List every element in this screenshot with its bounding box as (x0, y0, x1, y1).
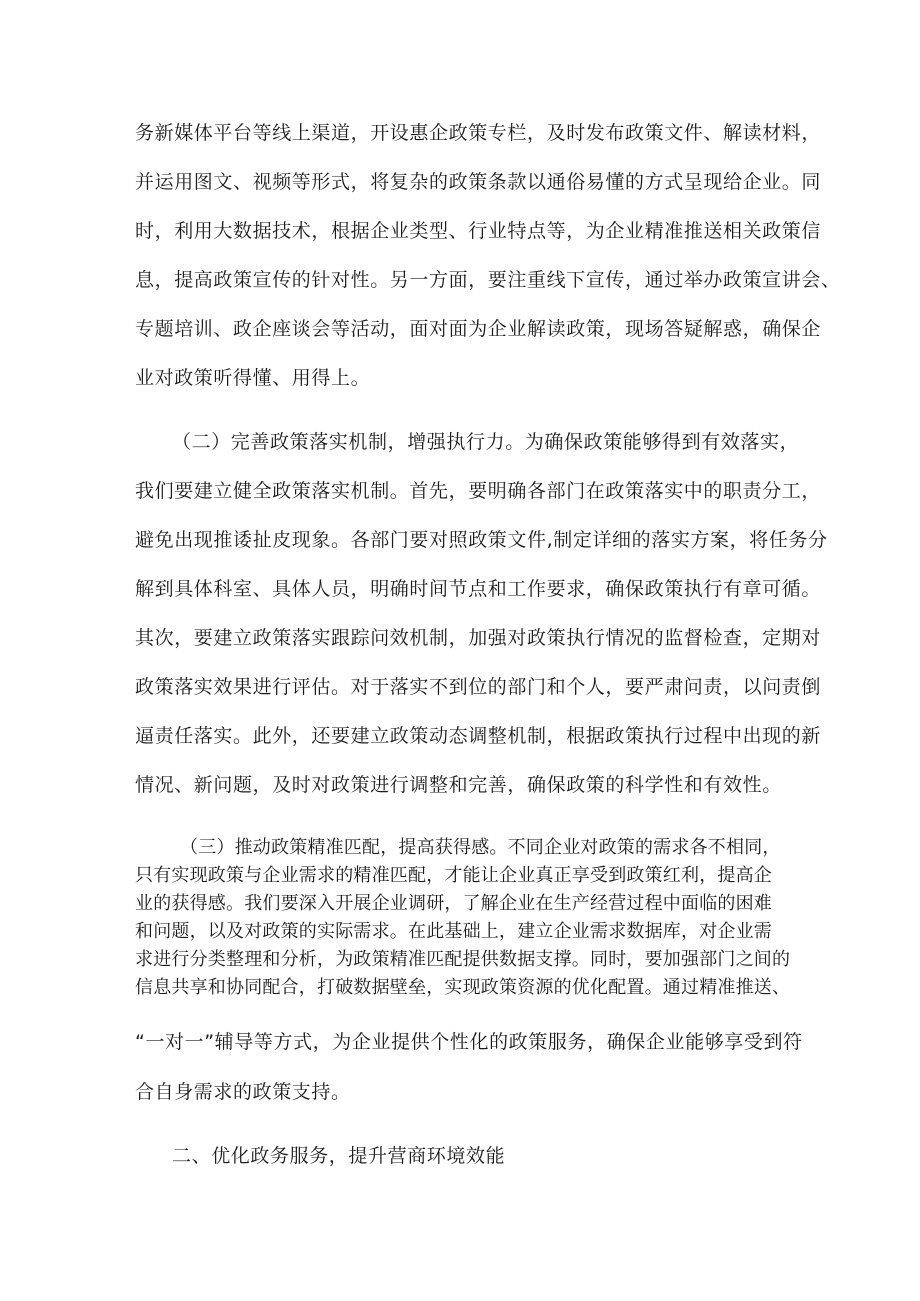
text-line: （三）推动政策精准匹配，提高获得感。不同企业对政策的需求各不相同， (180, 837, 781, 858)
text-line: 情况、新问题，及时对政策进行调整和完善，确保政策的科学性和有效性。 (135, 774, 782, 796)
text-line: 业对政策听得懂、用得上。 (135, 367, 371, 389)
text-line: 并运用图文、视频等形式，将复杂的政策条款以通俗易懂的方式呈现给企业。同 (135, 171, 822, 193)
text-line: 和问题，以及对政策的实际需求。在此基础上，建立企业需求数据库，对企业需 (135, 921, 772, 942)
text-line: 政策落实效果进行评估。对于落实不到位的部门和个人，要严肃问责，以问责倒 (135, 676, 822, 698)
text-line: 避免出现推诿扯皮现象。各部门要对照政策文件,制定详细的落实方案，将任务分 (135, 529, 828, 551)
text-line: 务新媒体平台等线上渠道，开设惠企政策专栏，及时发布政策文件、解读材料， (135, 122, 822, 144)
text-line: 合自身需求的政策支持。 (135, 1081, 351, 1103)
text-line: 解到具体科室、具体人员，明确时间节点和工作要求，确保政策执行有章可循。 (135, 578, 822, 600)
text-line: 信息共享和协同配合，打破数据壁垒，实现政策资源的优化配置。通过精准推送、 (135, 977, 791, 998)
text-line: “一对一”辅导等方式，为企业提供个性化的政策服务，确保企业能够享受到符 (135, 1031, 803, 1053)
text-line: 业的获得感。我们要深入开展企业调研，了解企业在生产经营过程中面临的困难 (135, 893, 772, 914)
text-line: 息，提高政策宣传的针对性。另一方面，要注重线下宣传，通过举办政策宣讲会、 (135, 269, 841, 291)
text-line: 专题培训、政企座谈会等活动，面对面为企业解读政策，现场答疑解惑，确保企 (135, 318, 822, 340)
section-heading: 二、优化政务服务，提升营商环境效能 (172, 1145, 506, 1167)
text-line: 时，利用大数据技术，根据企业类型、行业特点等，为企业精准推送相关政策信 (135, 220, 822, 242)
text-line: 求进行分类整理和分析，为政策精准匹配提供数据支撑。同时，要加强部门之间的 (135, 949, 791, 970)
text-line: 只有实现政策与企业需求的精准匹配，才能让企业真正享受到政策红利，提高企 (135, 865, 772, 886)
text-line: （二）完善政策落实机制，增强执行力。为确保政策能够得到有效落实， (172, 431, 800, 453)
text-line: 我们要建立健全政策落实机制。首先，要明确各部门在政策落实中的职责分工， (135, 480, 822, 502)
text-line: 其次，要建立政策落实跟踪问效机制，加强对政策执行情况的监督检查，定期对 (135, 627, 822, 649)
text-line: 逼责任落实。此外，还要建立政策动态调整机制，根据政策执行过程中出现的新 (135, 725, 822, 747)
